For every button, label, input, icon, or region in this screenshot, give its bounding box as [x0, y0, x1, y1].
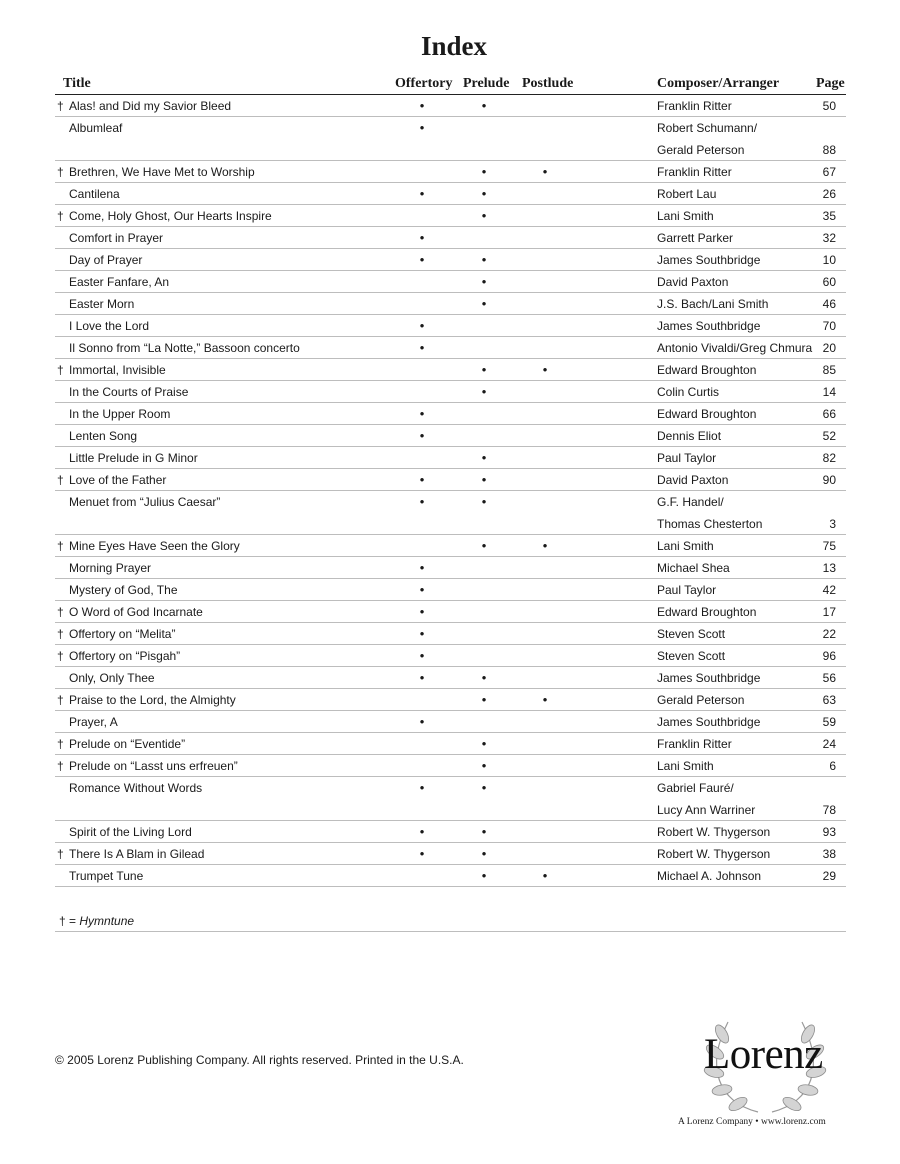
entry-title: Easter Morn — [69, 297, 135, 311]
entry-page: 17 — [822, 605, 836, 619]
index-table — [55, 95, 846, 887]
entry-composer: Colin Curtis — [657, 385, 720, 399]
table-row — [55, 513, 846, 535]
prelude-bullet: • — [481, 98, 487, 113]
entry-composer: Franklin Ritter — [657, 737, 732, 751]
hymntune-mark: † — [57, 847, 64, 861]
postlude-bullet: • — [542, 164, 548, 179]
entry-page: 10 — [822, 253, 836, 267]
hymntune-mark: † — [57, 539, 64, 553]
entry-title: Prelude on “Lasst uns erfreuen” — [69, 759, 238, 773]
table-row — [55, 601, 846, 623]
column-header-prelude: Prelude — [463, 76, 510, 91]
entry-title: O Word of God Incarnate — [69, 605, 203, 619]
table-row — [55, 403, 846, 425]
entry-title: Only, Only Thee — [69, 671, 155, 685]
entry-page: 13 — [822, 561, 836, 575]
prelude-bullet: • — [481, 274, 487, 289]
entry-composer: Lani Smith — [657, 209, 714, 223]
entry-composer: James Southbridge — [657, 715, 761, 729]
table-row — [55, 579, 846, 601]
entry-title: Alas! and Did my Savior Bleed — [69, 99, 232, 113]
entry-composer: James Southbridge — [657, 253, 761, 267]
entry-composer: James Southbridge — [657, 671, 761, 685]
entry-page: 96 — [822, 649, 836, 663]
entry-page: 63 — [822, 693, 836, 707]
offertory-bullet: • — [419, 406, 425, 421]
offertory-bullet: • — [419, 582, 425, 597]
table-row — [55, 249, 846, 271]
prelude-bullet: • — [481, 472, 487, 487]
entry-title: Trumpet Tune — [69, 869, 144, 883]
table-row — [55, 95, 846, 117]
entry-composer: Edward Broughton — [657, 407, 757, 421]
prelude-bullet: • — [481, 824, 487, 839]
entry-page: 38 — [822, 847, 836, 861]
table-row — [55, 623, 846, 645]
entry-page: 50 — [822, 99, 836, 113]
entry-page: 70 — [822, 319, 836, 333]
table-row — [55, 557, 846, 579]
footnote — [59, 914, 134, 928]
table-row — [55, 821, 846, 843]
offertory-bullet: • — [419, 340, 425, 355]
prelude-bullet: • — [481, 538, 487, 553]
column-header-offertory: Offertory — [395, 76, 453, 91]
offertory-bullet: • — [419, 670, 425, 685]
table-row — [55, 667, 846, 689]
prelude-bullet: • — [481, 736, 487, 751]
prelude-bullet: • — [481, 384, 487, 399]
entry-composer: J.S. Bach/Lani Smith — [657, 297, 769, 311]
table-row — [55, 755, 846, 777]
offertory-bullet: • — [419, 318, 425, 333]
table-row — [55, 293, 846, 315]
column-header-postlude: Postlude — [522, 76, 574, 91]
entry-composer: Paul Taylor — [657, 583, 717, 597]
entry-title: Prayer, A — [69, 715, 118, 729]
prelude-bullet: • — [481, 186, 487, 201]
entry-page: 88 — [822, 143, 836, 157]
entry-composer: Lani Smith — [657, 759, 714, 773]
entry-title: Immortal, Invisible — [69, 363, 166, 377]
table-row — [55, 491, 846, 513]
table-row — [55, 337, 846, 359]
hymntune-mark: † — [57, 759, 64, 773]
entry-title: Brethren, We Have Met to Worship — [69, 165, 255, 179]
entry-page: 35 — [822, 209, 836, 223]
postlude-bullet: • — [542, 868, 548, 883]
entry-title: Cantilena — [69, 187, 120, 201]
entry-composer: Robert W. Thygerson — [657, 825, 771, 839]
prelude-bullet: • — [481, 692, 487, 707]
entry-page: 93 — [822, 825, 836, 839]
entry-page: 46 — [822, 297, 836, 311]
table-row — [55, 117, 846, 139]
entry-title: Mystery of God, The — [69, 583, 178, 597]
table-row — [55, 535, 846, 557]
entry-composer: Dennis Eliot — [657, 429, 722, 443]
prelude-bullet: • — [481, 494, 487, 509]
entry-title: Albumleaf — [69, 121, 123, 135]
offertory-bullet: • — [419, 626, 425, 641]
table-row — [55, 447, 846, 469]
entry-page: 20 — [822, 341, 836, 355]
entry-title: In the Upper Room — [69, 407, 171, 421]
table-row — [55, 777, 846, 799]
table-row — [55, 359, 846, 381]
table-row — [55, 711, 846, 733]
hymntune-mark: † — [57, 99, 64, 113]
table-row — [55, 205, 846, 227]
entry-page: 60 — [822, 275, 836, 289]
entry-page: 90 — [822, 473, 836, 487]
table-row — [55, 799, 846, 821]
entry-title: Come, Holy Ghost, Our Hearts Inspire — [69, 209, 272, 223]
entry-composer: Robert Lau — [657, 187, 717, 201]
entry-page: 78 — [822, 803, 836, 817]
entry-page: 3 — [829, 517, 836, 531]
entry-composer: Edward Broughton — [657, 605, 757, 619]
entry-title: Love of the Father — [69, 473, 167, 487]
entry-title: Day of Prayer — [69, 253, 143, 267]
offertory-bullet: • — [419, 472, 425, 487]
hymntune-mark: † — [57, 627, 64, 641]
offertory-bullet: • — [419, 824, 425, 839]
hymntune-mark: † — [57, 363, 64, 377]
prelude-bullet: • — [481, 296, 487, 311]
entry-title: Little Prelude in G Minor — [69, 451, 198, 465]
entry-title: Lenten Song — [69, 429, 138, 443]
table-row — [55, 381, 846, 403]
prelude-bullet: • — [481, 164, 487, 179]
table-row — [55, 645, 846, 667]
hymntune-mark: † — [57, 737, 64, 751]
entry-composer: Robert W. Thygerson — [657, 847, 771, 861]
entry-composer: Thomas Chesterton — [657, 517, 763, 531]
table-row — [55, 469, 846, 491]
hymntune-mark: † — [57, 649, 64, 663]
entry-composer: James Southbridge — [657, 319, 761, 333]
table-row — [55, 843, 846, 865]
entry-page: 24 — [822, 737, 836, 751]
postlude-bullet: • — [542, 362, 548, 377]
entry-page: 75 — [822, 539, 836, 553]
hymntune-mark: † — [57, 693, 64, 707]
offertory-bullet: • — [419, 560, 425, 575]
entry-composer: Franklin Ritter — [657, 99, 732, 113]
entry-title: Prelude on “Eventide” — [69, 737, 186, 751]
prelude-bullet: • — [481, 362, 487, 377]
entry-page: 56 — [822, 671, 836, 685]
table-row — [55, 183, 846, 205]
entry-page: 66 — [822, 407, 836, 421]
offertory-bullet: • — [419, 252, 425, 267]
column-header-page: Page — [816, 76, 845, 91]
entry-composer: Garrett Parker — [657, 231, 734, 245]
prelude-bullet: • — [481, 670, 487, 685]
offertory-bullet: • — [419, 230, 425, 245]
footnote-symbol: † = — [59, 914, 77, 928]
entry-composer: Gerald Peterson — [657, 143, 745, 157]
logo-tagline: A Lorenz Company • www.lorenz.com — [678, 1117, 826, 1127]
copyright-notice: © 2005 Lorenz Publishing Company. All rights reserved. Printed in the U.S.A. — [55, 1053, 464, 1067]
column-header-title: Title — [63, 76, 91, 91]
lorenz-logo: Lorenz — [704, 1031, 823, 1078]
offertory-bullet: • — [419, 780, 425, 795]
entry-composer: Steven Scott — [657, 649, 726, 663]
entry-composer: Franklin Ritter — [657, 165, 732, 179]
entry-composer: Michael Shea — [657, 561, 730, 575]
entry-page: 52 — [822, 429, 836, 443]
table-row — [55, 865, 846, 887]
offertory-bullet: • — [419, 494, 425, 509]
postlude-bullet: • — [542, 538, 548, 553]
entry-composer: David Paxton — [657, 275, 729, 289]
hymntune-mark: † — [57, 165, 64, 179]
table-row — [55, 271, 846, 293]
entry-composer: Lucy Ann Warriner — [657, 803, 756, 817]
entry-page: 42 — [822, 583, 836, 597]
offertory-bullet: • — [419, 714, 425, 729]
table-row — [55, 733, 846, 755]
entry-composer: Robert Schumann/ — [657, 121, 758, 135]
entry-title: Comfort in Prayer — [69, 231, 164, 245]
table-row — [55, 315, 846, 337]
prelude-bullet: • — [481, 780, 487, 795]
entry-title: Spirit of the Living Lord — [69, 825, 192, 839]
entry-page: 26 — [822, 187, 836, 201]
entry-page: 6 — [829, 759, 836, 773]
postlude-bullet: • — [542, 692, 548, 707]
entry-page: 82 — [822, 451, 836, 465]
entry-composer: Lani Smith — [657, 539, 714, 553]
entry-page: 59 — [822, 715, 836, 729]
prelude-bullet: • — [481, 252, 487, 267]
entry-title: Mine Eyes Have Seen the Glory — [69, 539, 240, 553]
entry-title: Menuet from “Julius Caesar” — [69, 495, 221, 509]
offertory-bullet: • — [419, 98, 425, 113]
table-row — [55, 139, 846, 161]
table-row — [55, 425, 846, 447]
entry-composer: Steven Scott — [657, 627, 726, 641]
prelude-bullet: • — [481, 450, 487, 465]
offertory-bullet: • — [419, 846, 425, 861]
entry-title: Offertory on “Pisgah” — [69, 649, 181, 663]
table-row — [55, 227, 846, 249]
offertory-bullet: • — [419, 648, 425, 663]
footnote-word: Hymntune — [79, 914, 135, 928]
entry-composer: Michael A. Johnson — [657, 869, 762, 883]
table-row — [55, 161, 846, 183]
entry-page: 22 — [822, 627, 836, 641]
entry-title: There Is A Blam in Gilead — [69, 847, 205, 861]
entry-composer: Gabriel Fauré/ — [657, 781, 734, 795]
offertory-bullet: • — [419, 604, 425, 619]
prelude-bullet: • — [481, 868, 487, 883]
entry-page: 32 — [822, 231, 836, 245]
entry-composer: Edward Broughton — [657, 363, 757, 377]
hymntune-mark: † — [57, 473, 64, 487]
entry-title: Praise to the Lord, the Almighty — [69, 693, 236, 707]
entry-composer: Antonio Vivaldi/Greg Chmura — [657, 341, 813, 355]
footnote-rule — [55, 931, 846, 932]
entry-title: Romance Without Words — [69, 781, 203, 795]
entry-page: 67 — [822, 165, 836, 179]
prelude-bullet: • — [481, 208, 487, 223]
entry-title: Il Sonno from “La Notte,” Bassoon concerto — [69, 341, 300, 355]
prelude-bullet: • — [481, 758, 487, 773]
entry-title: I Love the Lord — [69, 319, 150, 333]
hymntune-mark: † — [57, 209, 64, 223]
entry-composer: G.F. Handel/ — [657, 495, 724, 509]
entry-composer: David Paxton — [657, 473, 729, 487]
entry-composer: Gerald Peterson — [657, 693, 745, 707]
offertory-bullet: • — [419, 186, 425, 201]
page-title: Index — [420, 31, 488, 61]
hymntune-mark: † — [57, 605, 64, 619]
entry-title: Offertory on “Melita” — [69, 627, 176, 641]
entry-page: 29 — [822, 869, 836, 883]
entry-composer: Paul Taylor — [657, 451, 717, 465]
column-header-composer: Composer/Arranger — [657, 76, 780, 91]
offertory-bullet: • — [419, 120, 425, 135]
entry-title: In the Courts of Praise — [69, 385, 189, 399]
table-row — [55, 689, 846, 711]
entry-page: 14 — [822, 385, 836, 399]
offertory-bullet: • — [419, 428, 425, 443]
entry-title: Morning Prayer — [69, 561, 152, 575]
entry-page: 85 — [822, 363, 836, 377]
prelude-bullet: • — [481, 846, 487, 861]
entry-title: Easter Fanfare, An — [69, 275, 170, 289]
